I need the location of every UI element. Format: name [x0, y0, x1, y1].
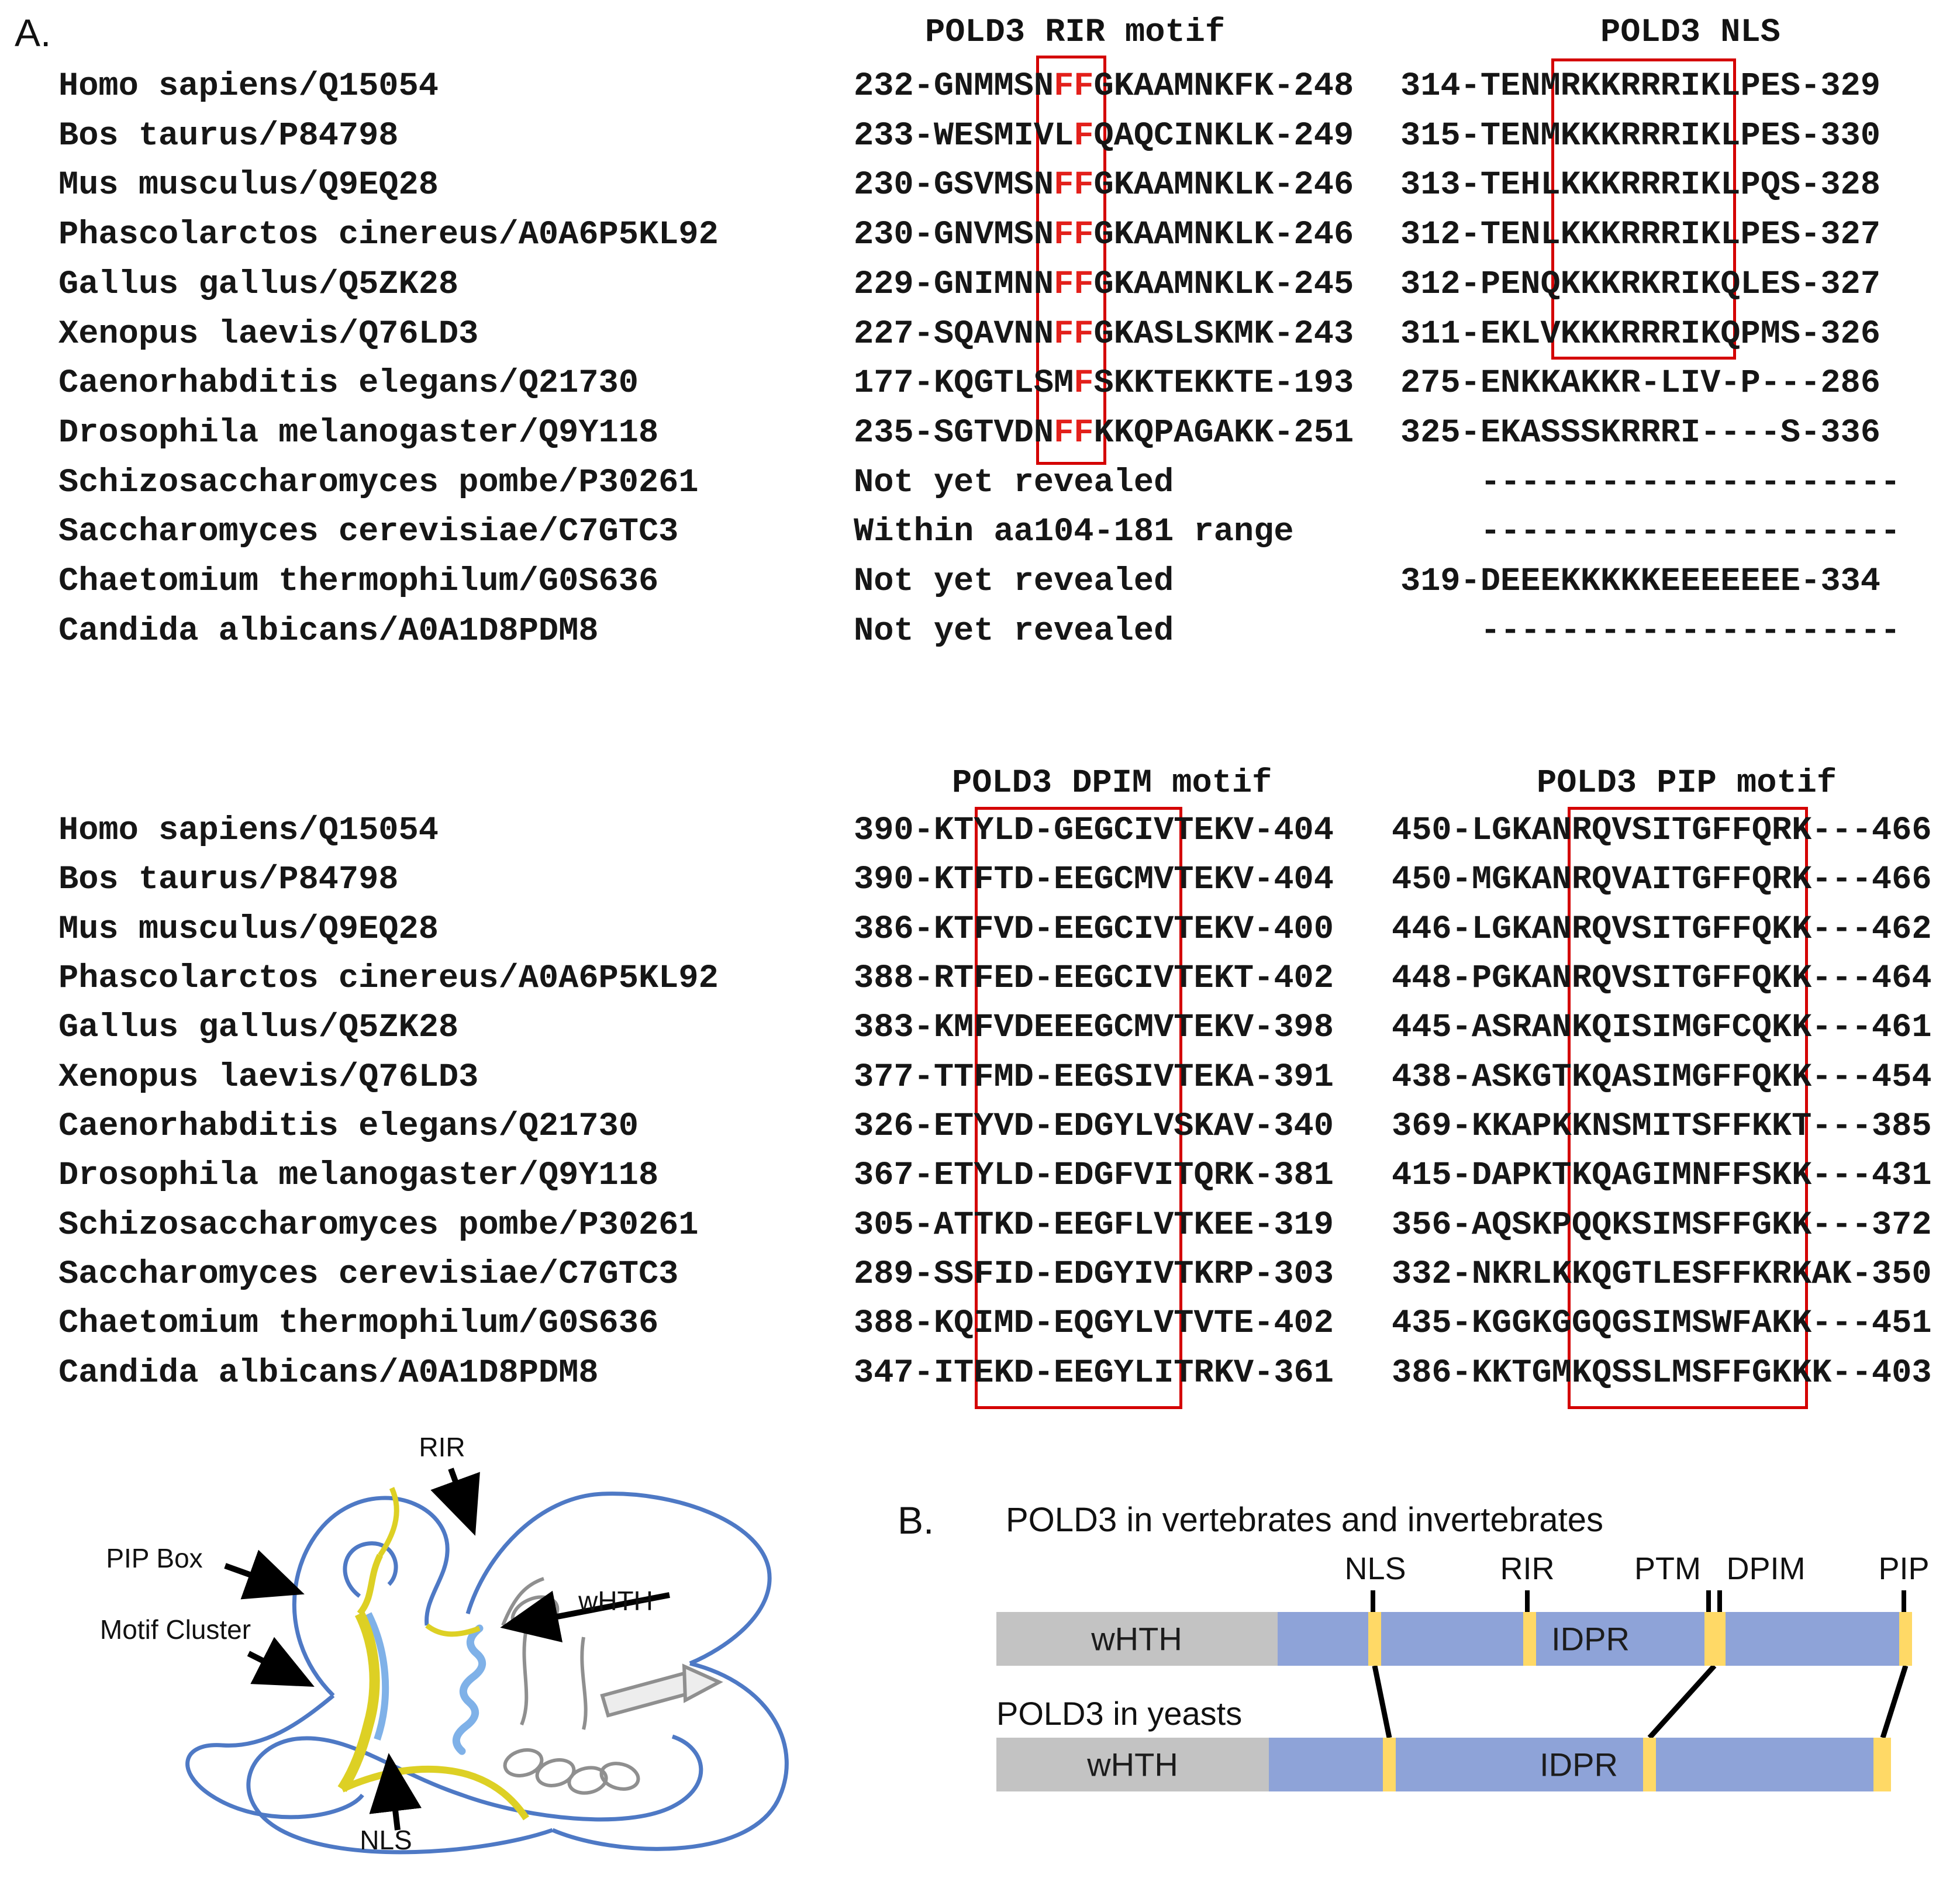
dpim-sequence: 289-SSFID-EDGYIVTKRP-303 [854, 1256, 1334, 1293]
nls-sequence: 312-TENLKKKRRRIKLPES-327 [1400, 216, 1880, 254]
yeast-bar-label: POLD3 in yeasts [996, 1695, 1243, 1732]
species-name: Caenorhabditis elegans/Q21730 [58, 1108, 639, 1145]
structure-nls-label: NLS [360, 1825, 412, 1855]
dpim-sequence: 305-ATTKD-EEGFLVTKEE-319 [854, 1207, 1334, 1244]
pip-sequence: 450-MGKANRQVAITGFFQRK---466 [1392, 861, 1932, 899]
species-name: Phascolarctos cinereus/A0A6P5KL92 [58, 216, 719, 254]
structure-motif-cluster-label: Motif Cluster [99, 1614, 251, 1645]
rir-motif-header: POLD3 RIR motif [925, 14, 1226, 51]
seq-highlight: FF [1054, 266, 1094, 303]
seq-post: GKAAMNKLK-245 [1093, 266, 1354, 303]
motif-cluster-yellow-strand [342, 1614, 375, 1789]
species-name: Candida albicans/A0A1D8PDM8 [58, 1355, 599, 1392]
dpim-connector-line [1650, 1666, 1714, 1738]
dpim-sequence: 347-ITEKD-EEGYLITRKV-361 [854, 1355, 1334, 1392]
pip-box-arrow [225, 1566, 294, 1590]
seq-highlight: FF [1054, 167, 1094, 204]
whth-beta-strand [602, 1673, 690, 1715]
vertebrate-pip-stripe [1899, 1612, 1912, 1666]
species-name: Mus musculus/Q9EQ28 [58, 911, 439, 948]
pip-sequence: 435-KGGKGGQGSIMSWFAKK---451 [1392, 1305, 1932, 1342]
seq-pre: 230-GNVMSN [854, 216, 1054, 254]
ribbon-loop-top-right [468, 1494, 769, 1663]
species-name: Xenopus laevis/Q76LD3 [58, 1059, 479, 1096]
structure-rir-label: RIR [419, 1432, 465, 1462]
pip-sequence: 450-LGKANRQVSITGFFQRK---466 [1392, 812, 1932, 850]
species-name: Schizosaccharomyces pombe/P30261 [58, 464, 699, 502]
species-name: Bos taurus/P84798 [58, 118, 399, 155]
ribbon-loop-bottom [249, 1737, 701, 1852]
species-name: Homo sapiens/Q15054 [58, 68, 439, 105]
pip-sequence: 369-KKAPKKNSMITSFFKKT---385 [1392, 1108, 1932, 1145]
nls-tick [1371, 1590, 1375, 1613]
motif-label-pip: PIP [1878, 1551, 1930, 1586]
pip-sequence: 446-LGKANRQVSITGFFQKK---462 [1392, 911, 1932, 948]
species-name: Candida albicans/A0A1D8PDM8 [58, 613, 599, 650]
seq-pre: 177-KQGTLSM [854, 365, 1074, 402]
nls-sequence: 315-TENMKKKRRRIKLPES-330 [1400, 118, 1880, 155]
seq-post: KKQPAGAKK-251 [1093, 415, 1354, 452]
motif-label-ptm: PTM [1634, 1551, 1701, 1586]
nls-sequence: --------------------- [1400, 613, 1901, 650]
seq-pre: Not yet revealed [854, 613, 1174, 650]
dpim-sequence: 377-TTFMD-EEGSIVTEKA-391 [854, 1059, 1334, 1096]
yeast-pip-stripe [1873, 1738, 1891, 1791]
nls-sequence: --------------------- [1400, 464, 1901, 502]
seq-highlight: FF [1054, 316, 1094, 353]
motif-cluster-arrow [249, 1653, 304, 1682]
dpim-sequence: 326-ETYVD-EDGYLVSKAV-340 [854, 1108, 1334, 1145]
pip-motif-header: POLD3 PIP motif [1537, 765, 1837, 802]
species-name: Drosophila melanogaster/Q9Y118 [58, 1157, 659, 1195]
seq-pre: 227-SQAVNN [854, 316, 1054, 353]
seq-post: GKASLSKMK-243 [1093, 316, 1354, 353]
seq-highlight: FF [1054, 415, 1094, 452]
pip-sequence: 448-PGKANRQVSITGFFQKK---464 [1392, 960, 1932, 997]
yeast-idpr-text: IDPR [1540, 1746, 1618, 1783]
seq-highlight: F [1074, 118, 1094, 155]
seq-post: GKAAMNKLK-246 [1093, 167, 1354, 204]
nls-connector-line [1375, 1666, 1389, 1738]
pip-sequence: 415-DAPKTKQAGIMNFFSKK---431 [1392, 1157, 1932, 1195]
panel-a-label: A. [15, 11, 51, 54]
nls-header: POLD3 NLS [1600, 14, 1780, 51]
seq-highlight: FF [1054, 68, 1094, 105]
species-name: Gallus gallus/Q5ZK28 [58, 266, 459, 303]
species-name: Phascolarctos cinereus/A0A6P5KL92 [58, 960, 719, 997]
species-name: Chaetomium thermophilum/G0S636 [58, 1305, 659, 1342]
pip-box-yellow-segment [360, 1555, 380, 1614]
nls-sequence: 319-DEEEKKKKKEEEEEEE-334 [1400, 563, 1880, 600]
rir-tick [1525, 1590, 1530, 1613]
rir-helix [456, 1628, 482, 1751]
yeast-domain-bar [996, 1738, 1891, 1791]
dpim-sequence: 390-KTYLD-GEGCIVTEKV-404 [854, 812, 1334, 850]
vertebrate-rir-stripe [1523, 1612, 1536, 1666]
seq-pre: 229-GNIMNN [854, 266, 1054, 303]
whth-connector-2 [582, 1637, 585, 1729]
rir-yellow-segment [427, 1625, 479, 1634]
dpim-sequence: 386-KTFVD-EEGCIVTEKV-400 [854, 911, 1334, 948]
dpim-sequence: 388-KQIMD-EQGYLVTVTE-402 [854, 1305, 1334, 1342]
seq-pre: 233-WESMIVL [854, 118, 1074, 155]
species-name: Xenopus laevis/Q76LD3 [58, 316, 479, 353]
vertebrate-domain-bar [996, 1612, 1912, 1666]
species-name: Mus musculus/Q9EQ28 [58, 167, 439, 204]
species-name: Saccharomyces cerevisiae/C7GTC3 [58, 1256, 679, 1293]
yeast-whth-text: wHTH [1087, 1746, 1178, 1783]
pip-sequence: 356-AQSKPQQKSIMSFFGKK---372 [1392, 1207, 1932, 1244]
motif-label-rir: RIR [1500, 1551, 1555, 1586]
vertebrate-ptm-dpim-stripe [1704, 1612, 1726, 1666]
motif-label-dpim: DPIM [1726, 1551, 1806, 1586]
panel-b-label: B. [898, 1499, 934, 1542]
seq-pre: Not yet revealed [854, 464, 1174, 502]
seq-pre: 235-SGTVDN [854, 415, 1054, 452]
dpim-sequence: 367-ETYLD-EDGFVITQRK-381 [854, 1157, 1334, 1195]
seq-pre: Within aa104-181 range [854, 513, 1294, 551]
pip-connector-line [1883, 1666, 1906, 1738]
yeast-dpim-stripe [1643, 1738, 1656, 1791]
ribbon-loop-left [188, 1696, 363, 1817]
rir-arrow [451, 1469, 471, 1525]
protein-structure-diagram [18, 1421, 836, 1878]
species-name: Bos taurus/P84798 [58, 861, 399, 899]
structure-pip-box-label: PIP Box [106, 1543, 203, 1573]
dpim-sequence-column [854, 0, 1380, 1432]
seq-post: GKAAMNKLK-246 [1093, 216, 1354, 254]
species-name: Homo sapiens/Q15054 [58, 812, 439, 850]
species-name: Caenorhabditis elegans/Q21730 [58, 365, 639, 402]
dpim-sequence: 390-KTFTD-EEGCMVTEKV-404 [854, 861, 1334, 899]
dpim-motif-header: POLD3 DPIM motif [952, 765, 1272, 802]
pip-sequence: 332-NKRLKKQGTLESFFKRKAK-350 [1392, 1256, 1932, 1293]
motif-label-nls: NLS [1344, 1551, 1406, 1586]
dpim-sequence: 388-RTFED-EEGCIVTEKT-402 [854, 960, 1334, 997]
vertebrate-idpr-text: IDPR [1551, 1620, 1630, 1658]
nls-sequence: 275-ENKKAKKR-LIV-P---286 [1400, 365, 1880, 402]
species-name: Saccharomyces cerevisiae/C7GTC3 [58, 513, 679, 551]
species-column-block2 [58, 0, 819, 1432]
seq-pre: 232-GNMMSN [854, 68, 1054, 105]
whth-connector [522, 1629, 526, 1725]
seq-highlight: F [1074, 365, 1094, 402]
pip-sequence: 445-ASRANKQISIMGFCQKK---461 [1392, 1009, 1932, 1047]
nls-sequence: 325-EKASSSKRRRI----S-336 [1400, 415, 1880, 452]
vertebrate-whth-text: wHTH [1091, 1620, 1182, 1658]
species-name: Chaetomium thermophilum/G0S636 [58, 563, 659, 600]
seq-pre: 230-GSVMSN [854, 167, 1054, 204]
vertebrate-nls-stripe [1368, 1612, 1381, 1666]
nls-sequence: 314-TENMRKKRRRIKLPES-329 [1400, 68, 1880, 105]
seq-post: SKKTEKKTE-193 [1093, 365, 1354, 402]
species-name: Schizosaccharomyces pombe/P30261 [58, 1207, 699, 1244]
seq-post: QAQCINKLK-249 [1093, 118, 1354, 155]
ptm-tick [1706, 1590, 1711, 1613]
dpim-sequence: 383-KMFVDEEEGCMVTEKV-398 [854, 1009, 1334, 1047]
pip-sequence-column [1392, 0, 1947, 1432]
dpim-tick [1717, 1590, 1722, 1613]
nls-yellow-segment [342, 1769, 526, 1818]
nls-sequence: 312-PENQKKKRKRIKQLES-327 [1400, 266, 1880, 303]
motif-connector-lines [965, 1666, 1960, 1738]
nls-sequence: 311-EKLVKKKRRRIKQPMS-326 [1400, 316, 1880, 353]
nls-sequence: --------------------- [1400, 513, 1901, 551]
pip-tick [1902, 1590, 1906, 1613]
pip-sequence: 438-ASKGTKQASIMGFFQKK---454 [1392, 1059, 1932, 1096]
structure-whth-label: wHTH [578, 1586, 653, 1616]
yeast-nls-stripe [1383, 1738, 1396, 1791]
pip-sequence: 386-KKTGMKQSSLMSFFGKKK--403 [1392, 1355, 1932, 1392]
panel-b-title: POLD3 in vertebrates and invertebrates [1006, 1501, 1603, 1539]
seq-highlight: FF [1054, 216, 1094, 254]
species-name: Drosophila melanogaster/Q9Y118 [58, 415, 659, 452]
seq-post: GKAAMNKFK-248 [1093, 68, 1354, 105]
nls-sequence: 313-TEHLKKKRRRIKLPQS-328 [1400, 167, 1880, 204]
seq-pre: Not yet revealed [854, 563, 1174, 600]
species-name: Gallus gallus/Q5ZK28 [58, 1009, 459, 1047]
